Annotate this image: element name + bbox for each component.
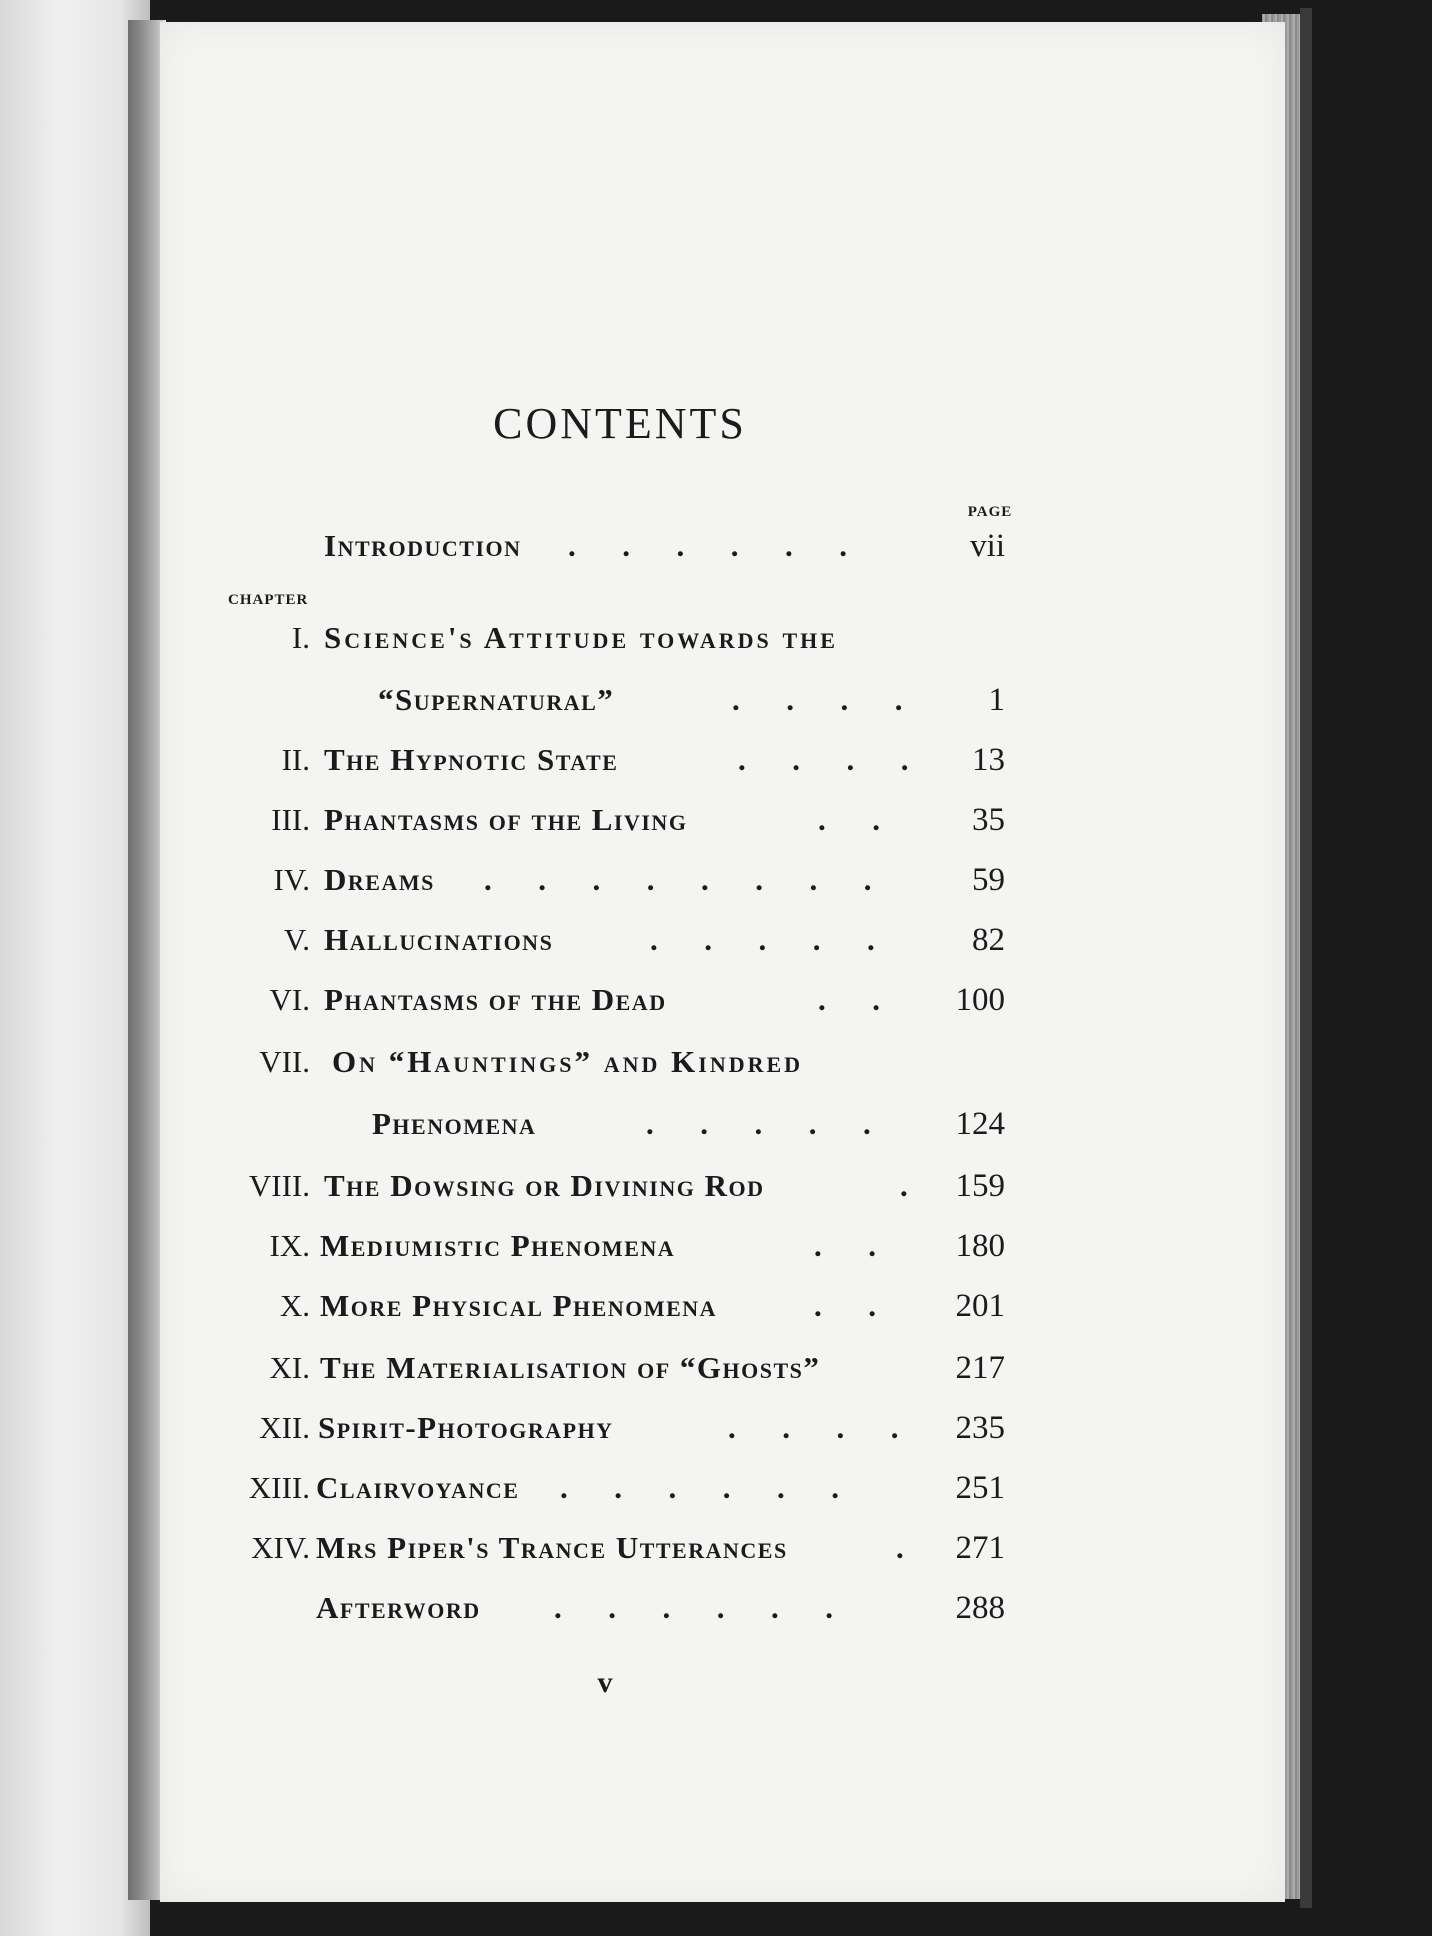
toc-entry-page: 124 (955, 1106, 1005, 1142)
dot-leader: . . (818, 982, 880, 1017)
chapter-number: XII. (259, 1410, 310, 1445)
chapter-number: XI. (269, 1350, 310, 1385)
toc-entry-chapter-2 (0, 742, 1300, 792)
toc-entry-afterword (0, 1590, 1300, 1640)
dot-leader: . . . . . . (568, 528, 847, 563)
toc-entry-title: More Physical Phenomena (320, 1288, 718, 1323)
toc-entry-chapter-5 (0, 922, 1300, 972)
chapter-number: XIV. (251, 1530, 310, 1565)
toc-entry-chapter-1-continued (0, 682, 1300, 732)
toc-entry-chapter-8 (0, 1168, 1300, 1218)
chapter-number: VIII. (248, 1168, 310, 1203)
dot-leader: . (900, 1168, 908, 1203)
chapter-number: VI. (269, 982, 310, 1017)
dot-leader: . (896, 1530, 904, 1565)
toc-entry-chapter-7 (0, 1044, 1300, 1094)
dot-leader: . . . . . (650, 922, 875, 957)
toc-entry-page: 13 (972, 742, 1005, 778)
toc-entry-page: 235 (955, 1410, 1005, 1446)
toc-entry-title: The Materialisation of “Ghosts” (320, 1350, 821, 1385)
toc-entry-title: Spirit-Photography (318, 1410, 614, 1445)
toc-entry-page: 271 (955, 1530, 1005, 1566)
dot-leader: . . (818, 802, 880, 837)
toc-entry-chapter-9 (0, 1228, 1300, 1278)
chapter-number: IX. (269, 1228, 310, 1263)
chapter-number: IV. (273, 862, 310, 897)
toc-entry-chapter-14 (0, 1530, 1300, 1580)
dot-leader: . . . . . (646, 1106, 871, 1141)
toc-entry-title: On “Hauntings” and Kindred (332, 1044, 804, 1079)
toc-entry-chapter-11 (0, 1350, 1300, 1400)
toc-entry-page: 1 (988, 682, 1005, 718)
dot-leader: . . . . . . . . (484, 862, 872, 897)
toc-entry-title: Mrs Piper's Trance Utterances (316, 1530, 788, 1565)
chapter-column-label: CHAPTER (228, 592, 309, 608)
toc-entry-chapter-13 (0, 1470, 1300, 1520)
toc-entry-chapter-4 (0, 862, 1300, 912)
toc-entry-title: Phantasms of the Dead (324, 982, 667, 1017)
toc-entry-page: 217 (955, 1350, 1005, 1386)
dot-leader: . . . . . . (560, 1470, 839, 1505)
toc-entry-chapter-6 (0, 982, 1300, 1032)
toc-entry-title-continued: “Supernatural” (378, 682, 615, 717)
toc-entry-title: Introduction (324, 528, 522, 563)
chapter-number: VII. (259, 1044, 310, 1079)
chapter-number: X. (279, 1288, 310, 1323)
page-column-label: PAGE (967, 504, 1013, 520)
cover-edge (1300, 8, 1312, 1908)
toc-entry-title: Mediumistic Phenomena (320, 1228, 676, 1263)
toc-entry-page: vii (970, 528, 1005, 564)
toc-entry-page: 288 (955, 1590, 1005, 1626)
toc-entry-chapter-10 (0, 1288, 1300, 1338)
dot-leader: . . . . (728, 1410, 899, 1445)
toc-entry-title: Clairvoyance (316, 1470, 520, 1505)
toc-entry-title-continued: Phenomena (372, 1106, 537, 1141)
chapter-number: V. (283, 922, 310, 957)
toc-entry-chapter-7-continued (0, 1106, 1300, 1156)
toc-entry-title: Afterword (316, 1590, 481, 1625)
toc-entry-introduction (0, 528, 1300, 578)
toc-entry-title: Phantasms of the Living (324, 802, 688, 837)
toc-entry-page: 159 (955, 1168, 1005, 1204)
page-number: v (597, 1666, 613, 1699)
chapter-number: XIII. (248, 1470, 310, 1505)
toc-entry-page: 201 (955, 1288, 1005, 1324)
toc-entry-title: The Hypnotic State (324, 742, 619, 777)
toc-entry-title: Dreams (324, 862, 435, 897)
chapter-number: II. (281, 742, 310, 777)
toc-entry-page: 82 (972, 922, 1005, 958)
toc-entry-title: The Dowsing or Divining Rod (324, 1168, 765, 1203)
chapter-number: I. (291, 620, 310, 655)
toc-entry-chapter-12 (0, 1410, 1300, 1460)
chapter-number: III. (271, 802, 310, 837)
dot-leader: . . . . (732, 682, 903, 717)
toc-entry-page: 35 (972, 802, 1005, 838)
page-title: CONTENTS (493, 399, 747, 448)
toc-entry-page: 100 (955, 982, 1005, 1018)
dot-leader: . . . . (738, 742, 909, 777)
dot-leader: . . . . . . (554, 1590, 833, 1625)
toc-entry-page: 251 (955, 1470, 1005, 1506)
toc-entry-title: Science's Attitude towards the (324, 620, 838, 655)
toc-entry-chapter-3 (0, 802, 1300, 852)
dot-leader: . . (814, 1288, 876, 1323)
toc-entry-page: 180 (955, 1228, 1005, 1264)
dot-leader: . . (814, 1228, 876, 1263)
toc-entry-title: Hallucinations (324, 922, 554, 957)
toc-entry-chapter-1 (0, 620, 1300, 670)
toc-entry-page: 59 (972, 862, 1005, 898)
